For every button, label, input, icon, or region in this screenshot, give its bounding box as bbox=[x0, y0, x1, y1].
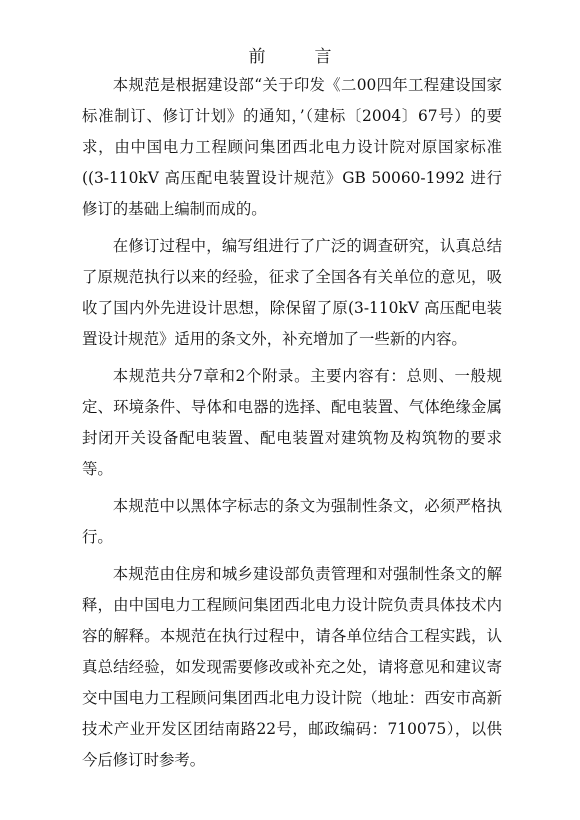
page-title: 前 言 bbox=[248, 47, 348, 67]
paragraph-revision-process: 在修订过程中，编写组进行了广泛的调查研究，认真总结了原规范执行以来的经验，征求了全国各有关单位的意见，吸收了国内外先进设计思想，除保留了原(3-110kV 高压配电装置设计规范》适用的条文外，补充增加了一些新的内容。 bbox=[82, 237, 502, 348]
paragraph-management-contact: 本规范由住房和城乡建设部负责管理和对强制性条文的解释，由中国电力工程顾问集团西北电力设计院负责具体技术内容的解释。本规范在执行过程中，请各单位结合工程实践，认真总结经验，如发现需要修改或补充之处，请将意见和建议寄交中国电力工程顾问集团西北电力设计院（地址：西安市高新技术产业开发区团结南路22号，邮政编码：710075），以供今后修订时参考。 bbox=[82, 565, 502, 769]
paragraph-basis: 本规范是根据建设部“关于印发《二00四年工程建设国家标准制订、修订计划》的通知，’（建标〔2004〕67号）的要求，由中国电力工程顾问集团西北电力设计院对原国家标准((3-110kV 高压配电装置设计规范》GB 50060-1992 进行修订的基础上编制而成的。 bbox=[82, 76, 502, 218]
paragraph-contents: 本规范共分7章和2个附录。主要内容有：总则、一般规定、环境条件、导体和电器的选择、配电装置、气体绝缘金属封闭开关设备配电装置、配电装置对建筑物及构筑物的要求等。 bbox=[82, 367, 502, 478]
paragraph-mandatory-clauses: 本规范中以黑体字标志的条文为强制性条文，必须严格执行。 bbox=[82, 497, 502, 546]
document-body bbox=[82, 70, 502, 782]
